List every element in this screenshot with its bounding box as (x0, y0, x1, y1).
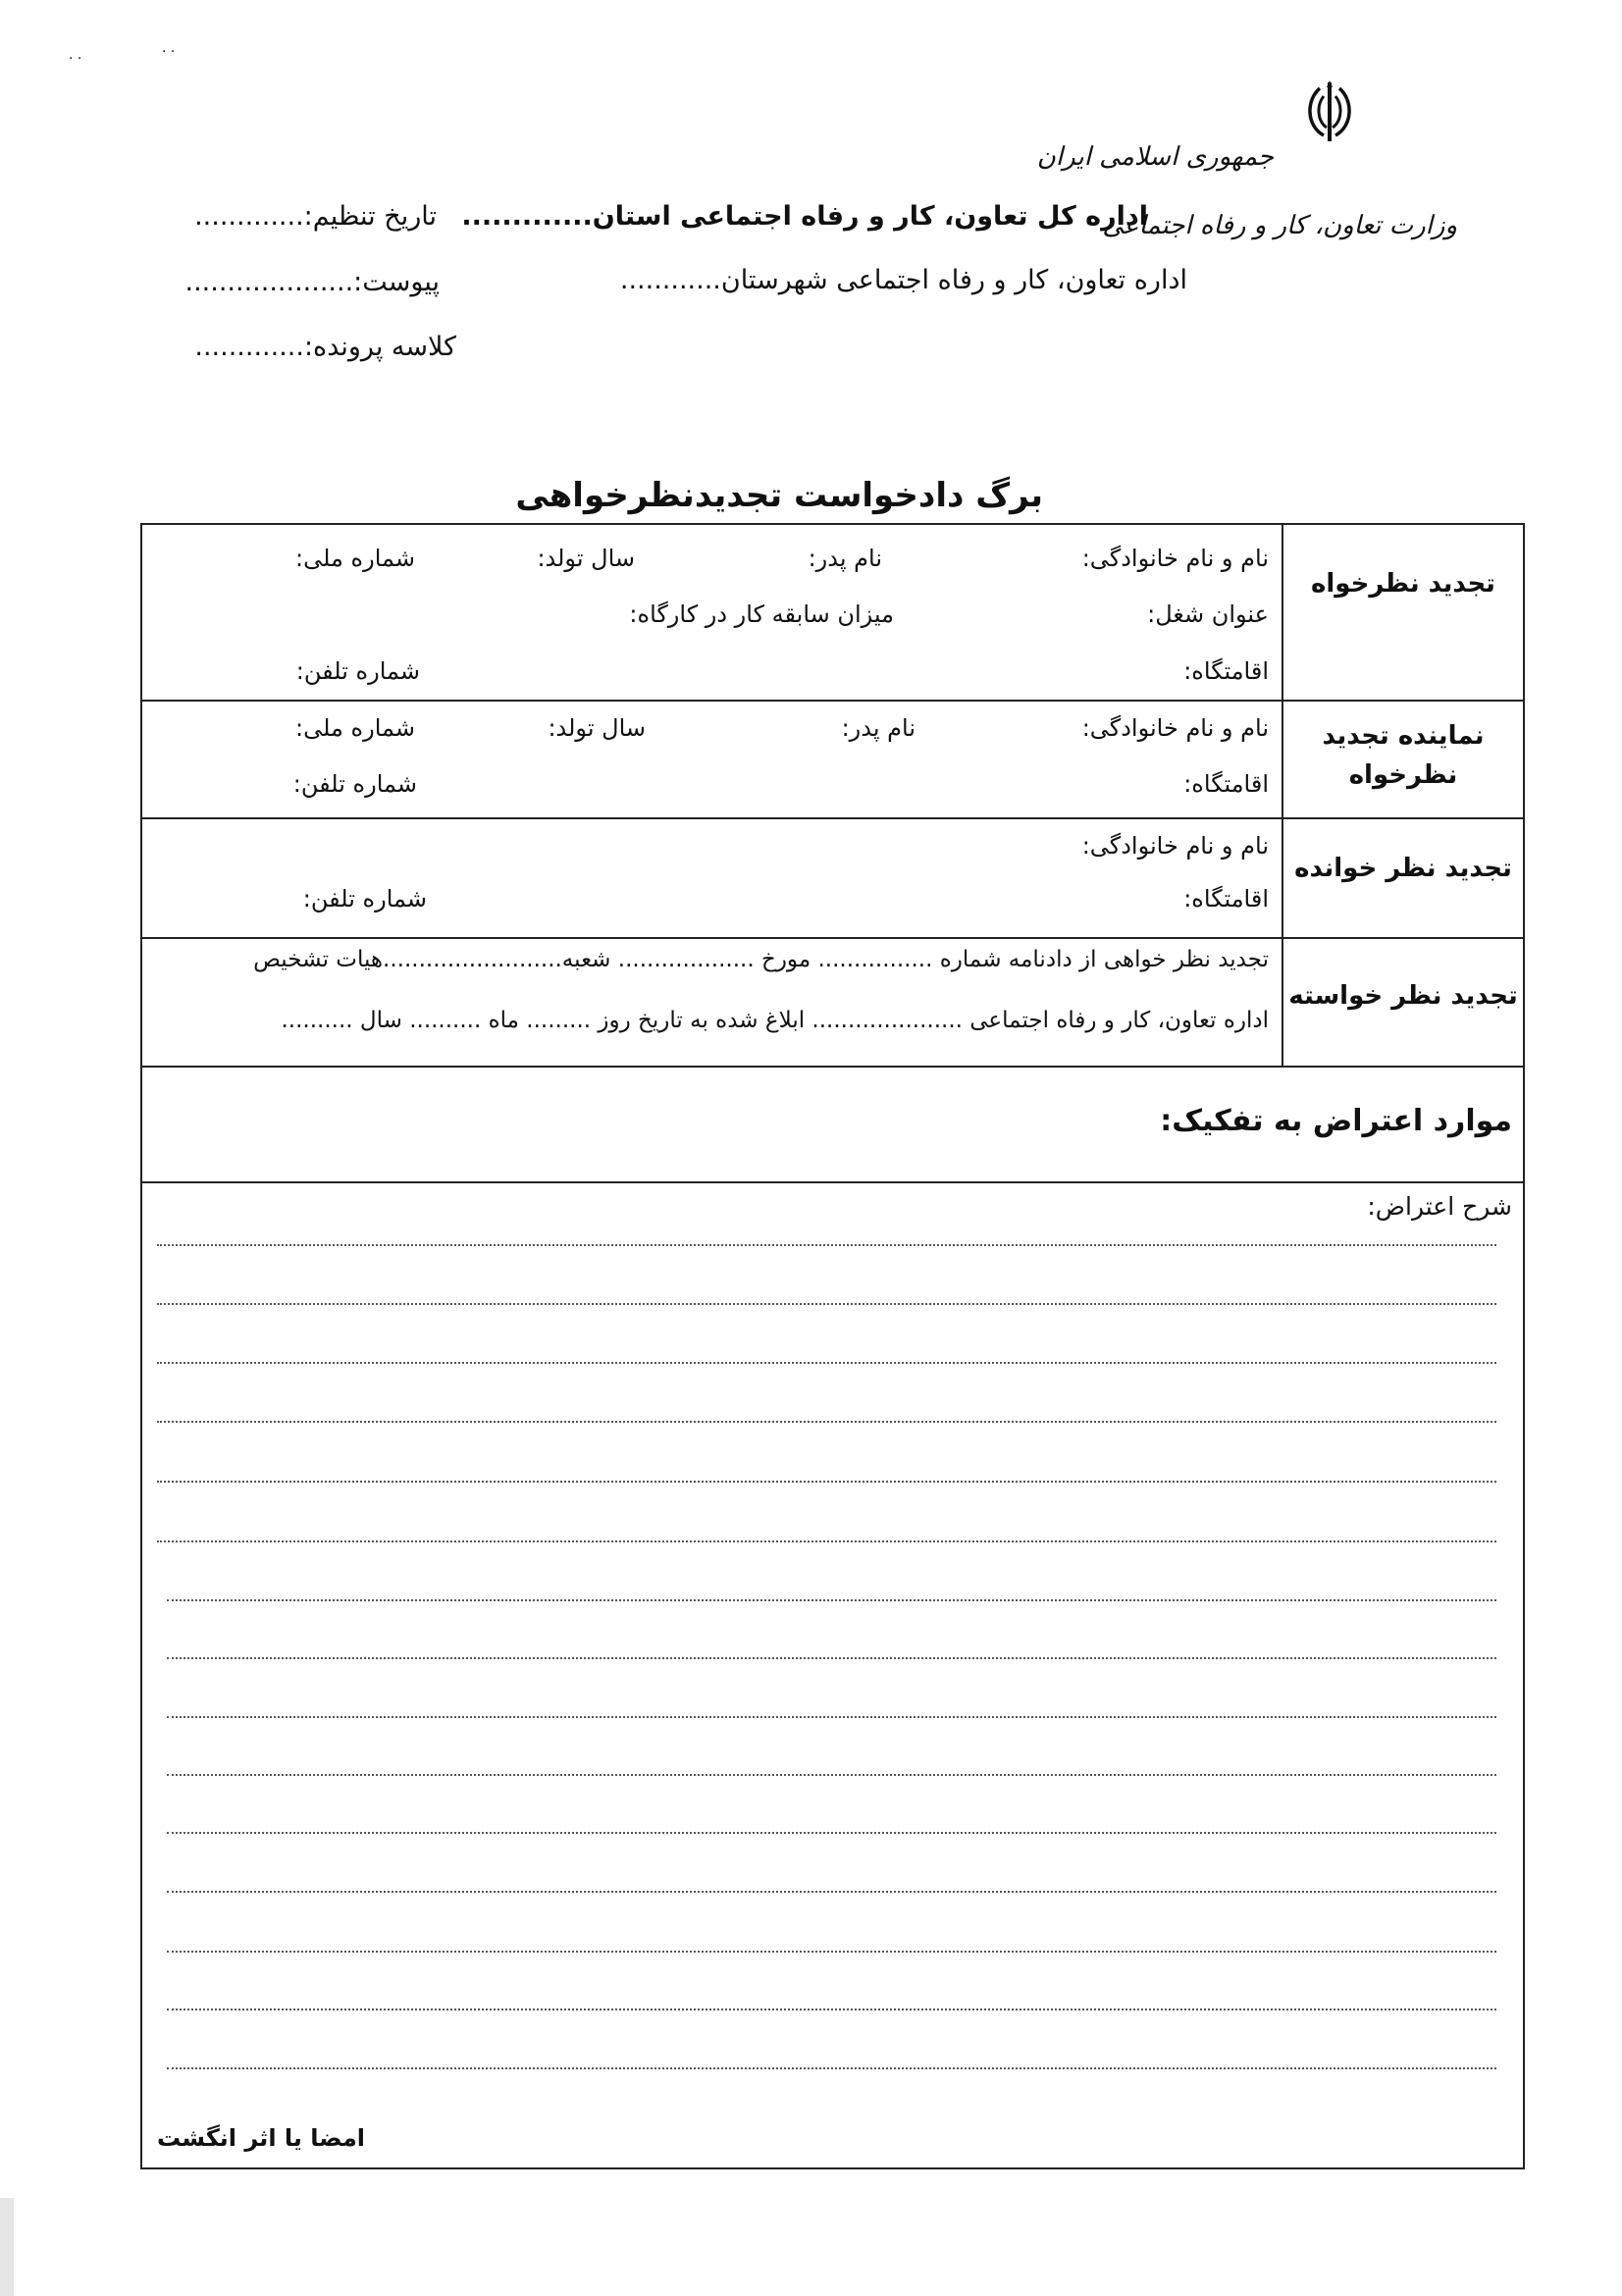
answer-line (167, 2009, 1496, 2010)
row-divider-4 (140, 1066, 1525, 1068)
objection-description-label: شرح اعتراض: (1367, 1192, 1512, 1221)
date-field: تاریخ تنظیم:............. (194, 201, 437, 232)
appellant-father-name-label: نام پدر: (808, 545, 882, 572)
country-name: جمهوری اسلامی ایران (1036, 142, 1274, 172)
answer-line (167, 1716, 1496, 1718)
representative-father-name-label: نام پدر: (841, 714, 916, 742)
subject-line-2: اداره تعاون، کار و رفاه اجتماعی ..................... ابلاغ شده به تاریخ روز ......... ماه .......... سال .......... (281, 1008, 1269, 1033)
scan-edge-shadow (0, 2198, 14, 2296)
respondent-full-name-label: نام و نام خانوادگی: (1081, 832, 1269, 860)
answer-line (167, 1832, 1496, 1834)
answer-line (167, 1951, 1496, 1953)
file-class-field: کلاسه پرونده:............. (194, 332, 456, 362)
answer-line (157, 1481, 1496, 1483)
appellant-section-label: تجدید نظرخواه (1311, 569, 1495, 599)
row-divider-2 (140, 817, 1525, 819)
appellant-phone-label: شماره تلفن: (295, 657, 420, 685)
representative-national-id-label: شماره ملی: (295, 714, 415, 742)
answer-line (167, 2067, 1496, 2069)
signature-label: امضا یا اثر انگشت (157, 2124, 366, 2152)
representative-label-line1: نماینده تجدید (1322, 721, 1485, 751)
iran-emblem-icon (1300, 78, 1359, 147)
appellant-national-id-label: شماره ملی: (295, 545, 415, 572)
general-office-label: اداره کل تعاون، کار و رفاه اجتماعی استان............. (461, 201, 1148, 232)
answer-line (167, 1599, 1496, 1601)
objections-heading: موارد اعتراض به تفکیک: (1160, 1104, 1512, 1138)
subject-line-1: تجدید نظر خواهی از دادنامه شماره ................ مورخ ................... شعبه.........................هیات تشخیص (253, 947, 1269, 972)
row-divider-5 (140, 1181, 1525, 1183)
representative-full-name-label: نام و نام خانوادگی: (1081, 714, 1269, 742)
ministry-name: وزارت تعاون، کار و رفاه اجتماعی (1102, 211, 1457, 240)
representative-label-line2: نظرخواه (1348, 760, 1458, 790)
appellant-full-name-label: نام و نام خانوادگی: (1081, 545, 1269, 572)
row-divider-3 (140, 937, 1525, 939)
representative-residence-label: اقامتگاه: (1183, 770, 1269, 798)
answer-line (157, 1362, 1496, 1364)
appellant-birth-year-label: سال تولد: (537, 545, 635, 572)
county-office-label: اداره تعاون، کار و رفاه اجتماعی شهرستان............ (619, 265, 1187, 295)
scan-mark-right: · · (162, 44, 176, 60)
row-divider-1 (140, 700, 1525, 702)
answer-line (157, 1421, 1496, 1423)
appellant-job-title-label: عنوان شغل: (1147, 600, 1269, 628)
appellant-residence-label: اقامتگاه: (1183, 657, 1269, 685)
representative-phone-label: شماره تلفن: (292, 770, 417, 798)
respondent-residence-label: اقامتگاه: (1183, 885, 1269, 913)
answer-line (167, 1657, 1496, 1659)
answer-line (157, 1540, 1496, 1542)
respondent-section-label: تجدید نظر خوانده (1294, 854, 1512, 883)
answer-line (167, 1774, 1496, 1776)
subject-section-label: تجدید نظر خواسته (1288, 981, 1518, 1011)
form-title: برگ دادخواست تجدیدنظرخواهی (515, 476, 1043, 515)
respondent-phone-label: شماره تلفن: (302, 885, 427, 913)
scan-mark-left: · · (69, 51, 82, 67)
appellant-work-history-label: میزان سابقه کار در کارگاه: (629, 600, 894, 628)
attachment-field: پیوست:.................... (184, 267, 440, 297)
answer-line (167, 1891, 1496, 1893)
answer-line (157, 1303, 1496, 1305)
representative-birth-year-label: سال تولد: (548, 714, 646, 742)
answer-line (157, 1244, 1496, 1246)
